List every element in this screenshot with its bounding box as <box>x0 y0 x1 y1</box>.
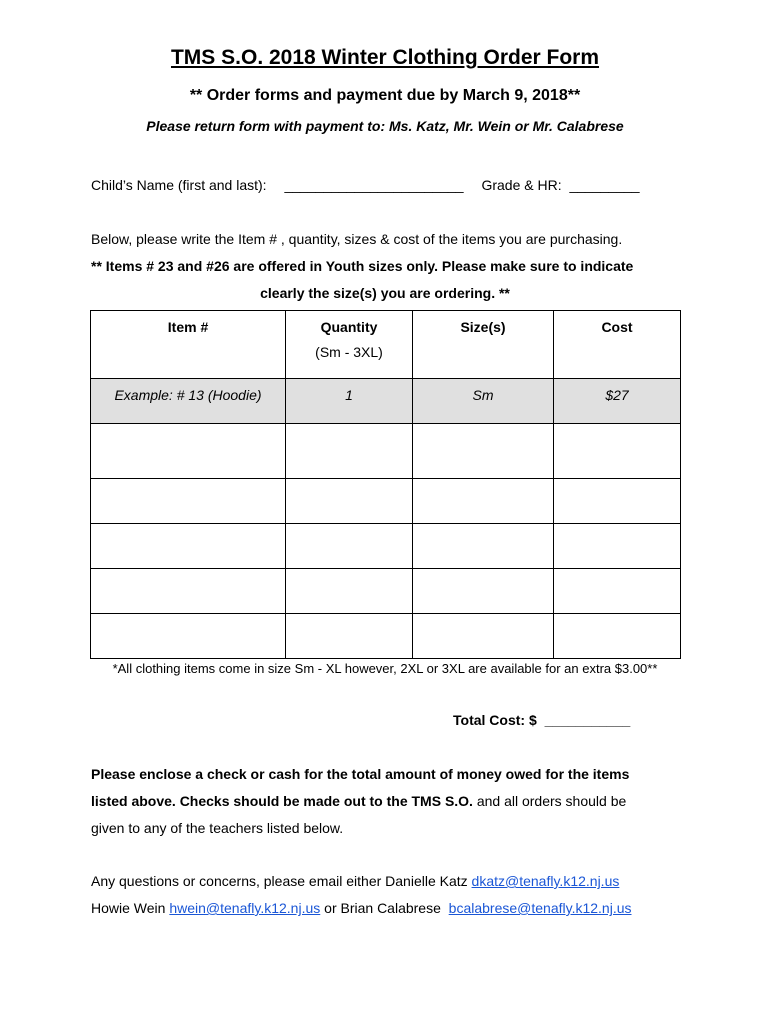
item-input-cell[interactable] <box>91 569 286 614</box>
cost-input-cell[interactable] <box>554 424 681 479</box>
contact-name-wein: Howie Wein <box>91 900 170 916</box>
total-cost-field[interactable]: ___________ <box>544 712 631 728</box>
contact-line-1 <box>91 873 619 889</box>
child-name-field[interactable]: _______________________ <box>284 177 464 193</box>
cost-input-cell[interactable] <box>554 569 681 614</box>
grade-hr-field[interactable]: _________ <box>569 177 640 193</box>
example-quantity-cell: 1 <box>286 379 413 424</box>
total-cost-label: Total Cost: $ <box>453 712 537 728</box>
quantity-input-cell[interactable] <box>286 614 413 659</box>
child-name-row <box>91 177 640 193</box>
cost-input-cell[interactable] <box>554 614 681 659</box>
item-input-cell[interactable] <box>91 524 286 569</box>
total-cost-row <box>453 712 630 728</box>
quantity-input-cell[interactable] <box>286 479 413 524</box>
child-name-label: Child’s Name (first and last): <box>91 177 267 193</box>
example-size-cell: Sm <box>413 379 554 424</box>
quantity-input-cell[interactable] <box>286 424 413 479</box>
contact-line-1-text: Any questions or concerns, please email either Danielle Katz <box>91 873 472 889</box>
payment-line-2-rest: and all orders should be <box>472 793 627 809</box>
order-table <box>90 310 681 659</box>
form-title: TMS S.O. 2018 Winter Clothing Order Form <box>170 46 600 69</box>
item-input-cell[interactable] <box>91 614 286 659</box>
grade-hr-label: Grade & HR: <box>481 177 562 193</box>
size-input-cell[interactable] <box>413 614 554 659</box>
instructions-line-1: Below, please write the Item # , quantity, sizes & cost of the items you are purchasing. <box>91 231 623 247</box>
table-row <box>91 479 681 524</box>
instructions-line-3: clearly the size(s) you are ordering. ** <box>260 285 510 301</box>
size-surcharge-note: *All clothing items come in size Sm - XL however, 2XL or 3XL are available for an extra $3.00** <box>112 661 658 676</box>
size-input-cell[interactable] <box>413 479 554 524</box>
email-link-wein[interactable]: hwein@tenafly.k12.nj.us <box>169 900 321 916</box>
header-sizes: Size(s) <box>413 311 554 379</box>
header-item: Item # <box>91 311 286 379</box>
quantity-input-cell[interactable] <box>286 524 413 569</box>
cost-input-cell[interactable] <box>554 479 681 524</box>
contact-line-2 <box>91 900 632 916</box>
table-row <box>91 614 681 659</box>
email-link-calabrese[interactable]: bcalabrese@tenafly.k12.nj.us <box>448 900 632 916</box>
payment-line-3: given to any of the teachers listed below. <box>91 820 344 836</box>
payment-line-2-bold: listed above. Checks should be made out to the TMS S.O. <box>91 793 473 809</box>
example-cost-cell: $27 <box>554 379 681 424</box>
header-quantity-sub: (Sm - 3XL) <box>315 344 383 360</box>
email-link-katz[interactable]: dkatz@tenafly.k12.nj.us <box>471 873 620 889</box>
quantity-input-cell[interactable] <box>286 569 413 614</box>
instructions-line-2: ** Items # 23 and #26 are offered in Youth sizes only. Please make sure to indicate <box>91 258 634 274</box>
item-input-cell[interactable] <box>91 424 286 479</box>
header-cost: Cost <box>554 311 681 379</box>
return-instructions: Please return form with payment to: Ms. Katz, Mr. Wein or Mr. Calabrese <box>146 118 624 134</box>
example-item-cell: Example: # 13 (Hoodie) <box>91 379 286 424</box>
due-date-notice: ** Order forms and payment due by March 9, 2018** <box>189 87 581 104</box>
contact-name-calabrese: or Brian Calabrese <box>320 900 449 916</box>
size-input-cell[interactable] <box>413 424 554 479</box>
size-input-cell[interactable] <box>413 524 554 569</box>
example-row <box>91 379 681 424</box>
table-row <box>91 569 681 614</box>
payment-line-1: Please enclose a check or cash for the total amount of money owed for the items <box>91 766 630 782</box>
table-header-row <box>91 311 681 379</box>
size-input-cell[interactable] <box>413 569 554 614</box>
cost-input-cell[interactable] <box>554 524 681 569</box>
payment-line-2 <box>91 793 626 809</box>
item-input-cell[interactable] <box>91 479 286 524</box>
table-row <box>91 424 681 479</box>
table-row <box>91 524 681 569</box>
header-quantity: Quantity (Sm - 3XL) <box>286 311 413 379</box>
